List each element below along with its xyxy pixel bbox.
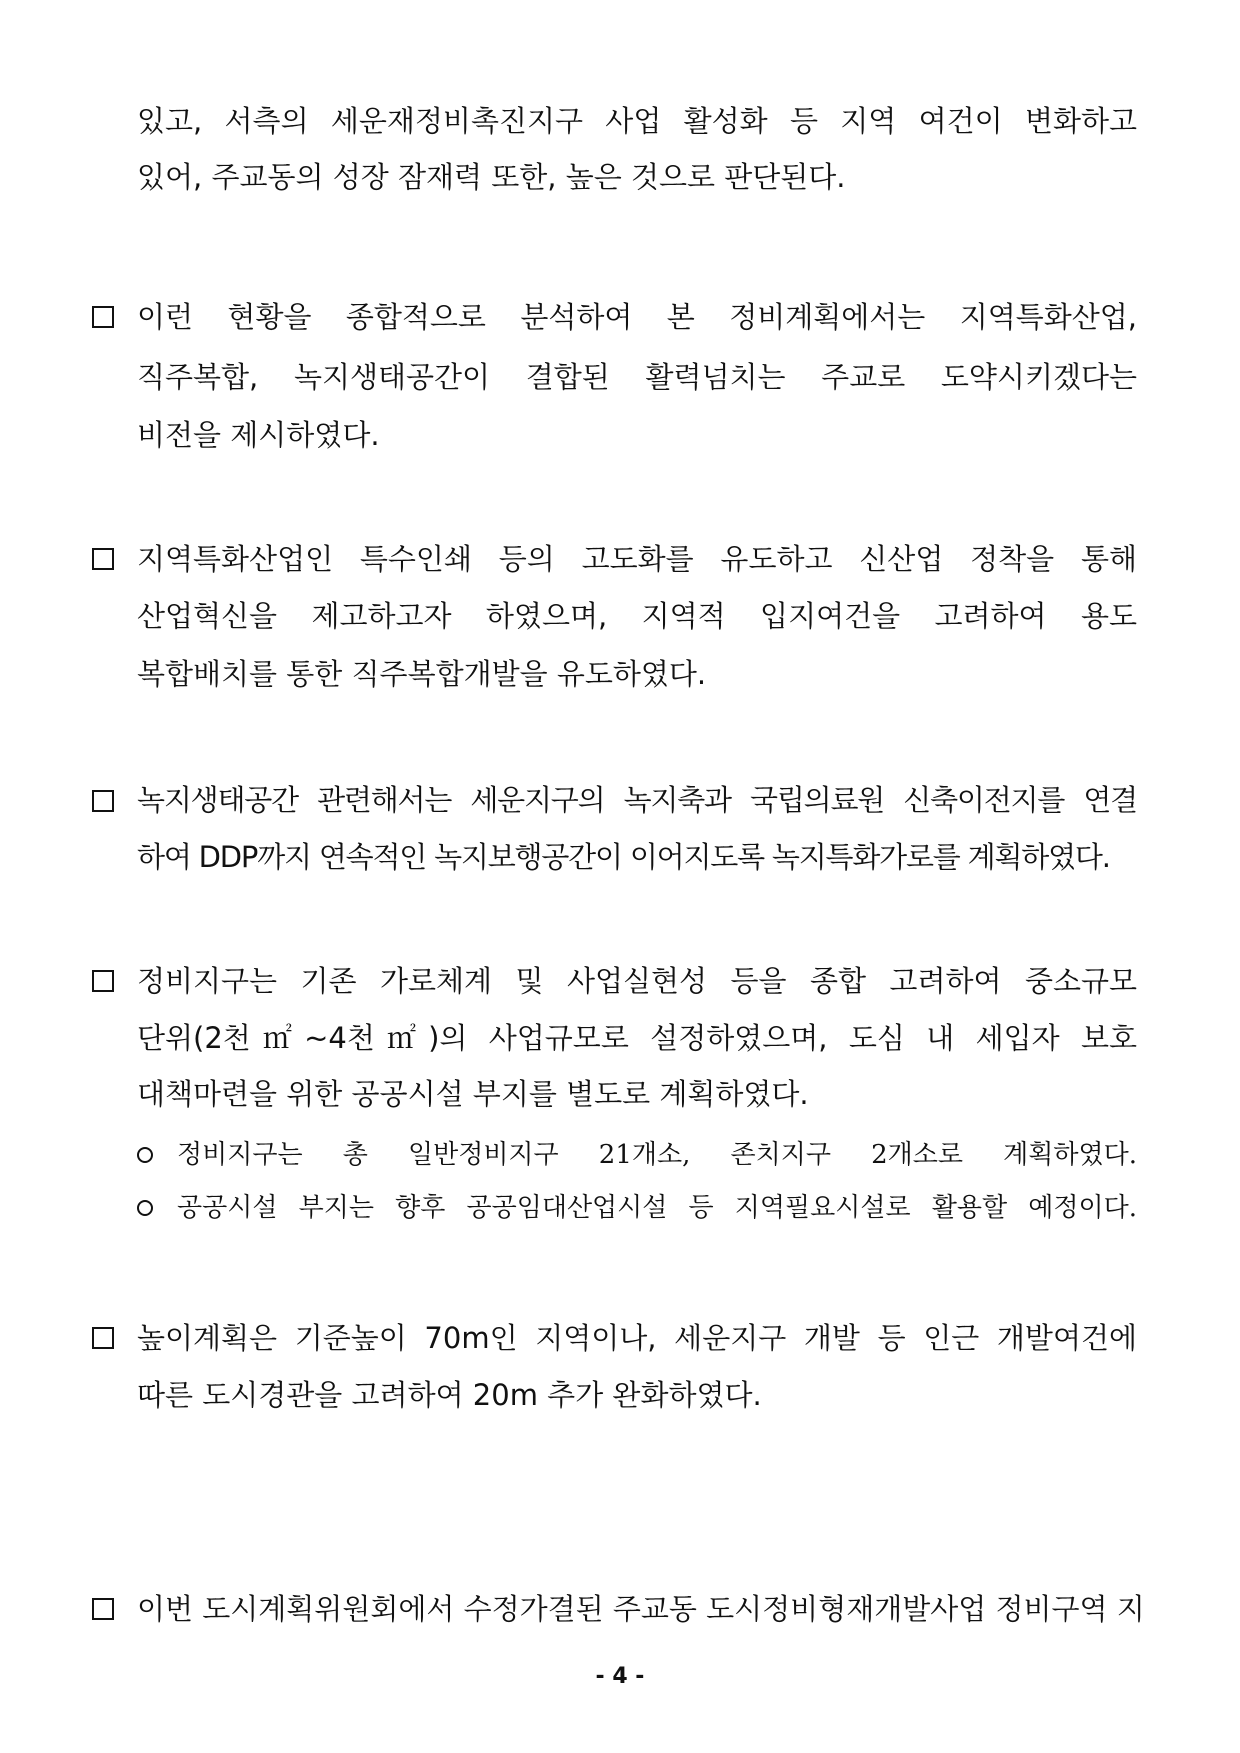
paragraph-line: 녹지생태공간 관련해서는 세운지구의 녹지축과 국립의료원 신축이전지를 연결 [137,783,1137,817]
paragraph-line: 있고, 서측의 세운재정비촉진지구 사업 활성화 등 지역 여건이 변화하고 [137,104,1137,138]
paragraph-line: 이번 도시계획위원회에서 수정가결된 주교동 도시정비형재개발사업 정비구역 지 [137,1592,1145,1626]
paragraph-line: 하여 DDP까지 연속적인 녹지보행공간이 이어지도록 녹지특화가로를 계획하였다. [137,840,1110,874]
checkbox-bullet-icon [92,970,114,992]
checkbox-bullet-icon [92,1327,114,1349]
paragraph-line: 이런 현황을 종합적으로 분석하여 본 정비계획에서는 지역특화산업, [137,300,1137,334]
paragraph-line: 대책마련을 위한 공공시설 부지를 별도로 계획하였다. [137,1077,809,1111]
paragraph-line: 지역특화산업인 특수인쇄 등의 고도화를 유도하고 신산업 정착을 통해 [137,542,1137,576]
paragraph-line: 단위(2천㎡~4천㎡)의 사업규모로 설정하였으며, 도심 내 세입자 보호 [137,1021,1137,1055]
paragraph-line: 높이계획은 기준높이 70m인 지역이나, 세운지구 개발 등 인근 개발여건에 [137,1321,1137,1355]
paragraph-line: 산업혁신을 제고하고자 하였으며, 지역적 입지여건을 고려하여 용도 [137,599,1137,633]
paragraph-line: 직주복합, 녹지생태공간이 결합된 활력넘치는 주교로 도약시키겠다는 [137,360,1137,394]
checkbox-bullet-icon [92,306,114,328]
circle-bullet-icon [137,1147,153,1163]
paragraph-line: 정비지구는 기존 가로체계 및 사업실현성 등을 종합 고려하여 중소규모 [137,964,1137,998]
checkbox-bullet-icon [92,1598,114,1620]
paragraph-line: 복합배치를 통한 직주복합개발을 유도하였다. [137,657,707,691]
paragraph-line: 비전을 제시하였다. [137,418,380,452]
checkbox-bullet-icon [92,790,114,812]
sub-item-text: 공공시설 부지는 향후 공공임대산업시설 등 지역필요시설로 활용할 예정이다. [177,1193,1137,1223]
circle-bullet-icon [137,1200,153,1216]
sub-item-text: 정비지구는 총 일반정비지구 21개소, 존치지구 2개소로 계획하였다. [177,1140,1137,1170]
paragraph-line: 있어, 주교동의 성장 잠재력 또한, 높은 것으로 판단된다. [137,160,846,194]
checkbox-bullet-icon [92,548,114,570]
page-number: - 4 - [595,1664,645,1689]
paragraph-line: 따른 도시경관을 고려하여 20m 추가 완화하였다. [137,1378,762,1412]
